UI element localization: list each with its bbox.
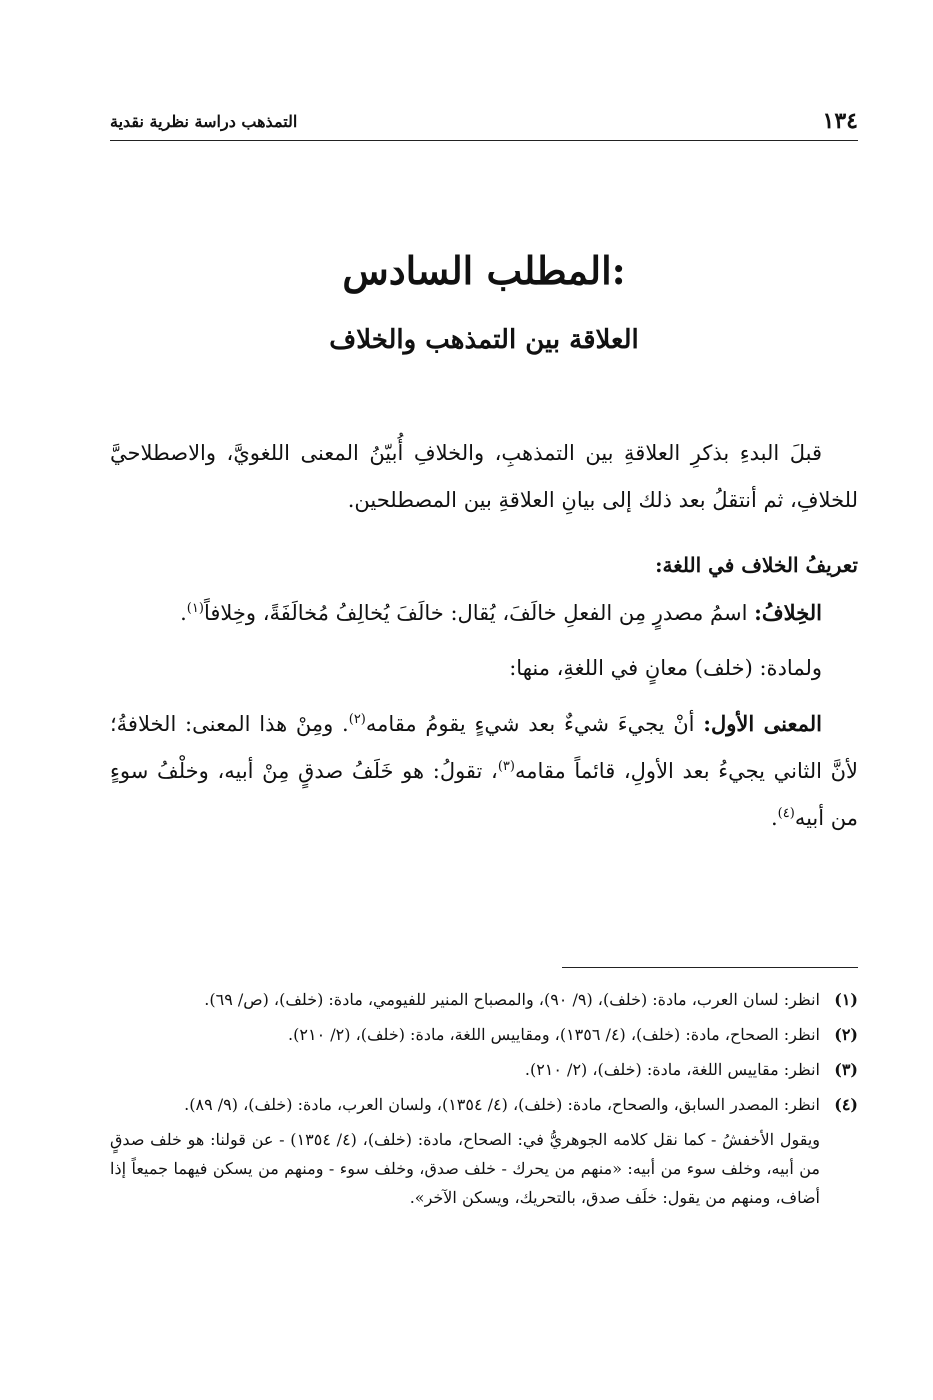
- definition-paragraph: [110, 589, 858, 637]
- body-text: [110, 430, 858, 842]
- footnote-mark: (٤): [834, 1095, 858, 1114]
- first-meaning-text-b: . ومِنْ هذا المعنى: الخلافةُ؛ لأنَّ الثاني يجيءُ بعد الأولِ، قائماً مقامه: [110, 712, 858, 783]
- running-title: التمذهب دراسة نظرية نقدية: [110, 112, 298, 131]
- footnote-text: انظر: لسان العرب، مادة: (خلف)، (٩/ ٩٠)، والمصباح المنير للفيومي، مادة: (خلف)، (ص/ ٦٩).: [204, 990, 820, 1009]
- footnote-mark: (١): [834, 990, 858, 1009]
- first-meaning-paragraph: [110, 700, 858, 842]
- first-meaning-text-c: ، تقولُ: هو خَلَفُ صدقٍ مِنْ أبيه، وخلْفُ سوءٍ من أبيه: [110, 759, 858, 830]
- footnote-divider: [562, 967, 858, 968]
- footnote-ref-2[interactable]: (٢): [348, 712, 366, 727]
- footnote-text: انظر: مقاييس اللغة، مادة: (خلف)، (٢/ ٢١٠).: [524, 1060, 820, 1079]
- definition-text: اسمُ مصدرٍ مِن الفعلِ خالَفَ، يُقال: خالَفَ يُخالِفُ مُخالَفَةً، وخِلافاً: [203, 601, 755, 625]
- section-subtitle: العلاقة بين التمذهب والخلاف: [329, 325, 639, 355]
- footnote-item: [110, 1020, 858, 1049]
- footnote-mark: (٢): [834, 1025, 858, 1044]
- footnote-text: انظر: المصدر السابق، والصحاح، مادة: (خلف)، (٤/ ١٣٥٤)، ولسان العرب، مادة: (خلف)، (٩/ ٨٩).: [184, 1095, 820, 1114]
- definition-end: .: [180, 601, 187, 625]
- first-meaning-term: المعنى الأول:: [703, 711, 822, 736]
- footnotes: [110, 985, 858, 1212]
- meanings-intro-paragraph: ولمادة: (خلف) معانٍ في اللغةِ، منها:: [509, 656, 822, 680]
- first-meaning-text-a: أنْ يجيءَ شيءٌ بعد شيءٍ يقومُ مقامه: [365, 712, 704, 736]
- footnote-text: انظر: الصحاح، مادة: (خلف)، (٤/ ١٣٥٦)، ومقاييس اللغة، مادة: (خلف)، (٢/ ٢١٠).: [288, 1025, 820, 1044]
- definition-term: الخِلافُ:: [754, 600, 822, 625]
- footnote-item: [110, 985, 858, 1014]
- footnote-item: [110, 1090, 858, 1119]
- footnote-ref-4[interactable]: (٤): [777, 806, 795, 821]
- footnote-mark: (٣): [834, 1060, 858, 1079]
- page-number: ١٣٤: [822, 108, 858, 134]
- footnote-continuation: ويقول الأخفشُ - كما نقل كلامه الجوهريُّ في: الصحاح، مادة: (خلف)، (٤/ ١٣٥٤) - عن قولنا: هو خلف صدقٍ من أبيه، وخلف سوء من أبيه: «منهم من يحرك - خلف صدق، وخلف سوء - ومنهم من يسكن فيهما جميعاً إذا أضاف، ومنهم من يقول: خلَف صدق، بالتحريك، ويسكن الآخر».: [110, 1130, 821, 1207]
- subheading-language-definition: تعريفُ الخلاف في اللغة:: [655, 553, 858, 577]
- page-header: [110, 104, 858, 141]
- footnote-ref-3[interactable]: (٣): [497, 759, 515, 774]
- footnote-ref-1[interactable]: (١): [186, 601, 204, 616]
- footnote-item: [110, 1055, 858, 1084]
- intro-paragraph: قبلَ البدءِ بذكرِ العلاقةِ بين التمذهبِ، والخلافِ أُبيّنُ المعنى اللغويَّ، والاصطلاحيَّ للخلافِ، ثم أنتقلُ بعد ذلك إلى بيانِ العلاقةِ بين المصطلحين.: [110, 441, 858, 512]
- first-meaning-end: .: [770, 806, 778, 830]
- section-heading: المطلب السادس:: [342, 248, 626, 293]
